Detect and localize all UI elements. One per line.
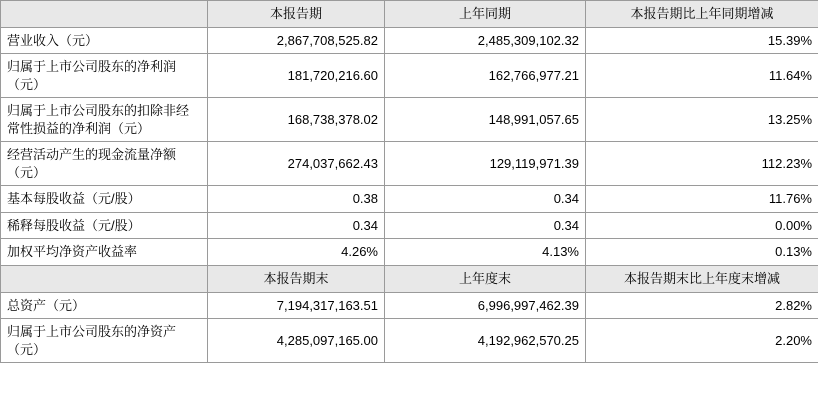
row-value-change: 11.76% [586,186,818,213]
row-label: 归属于上市公司股东的扣除非经常性损益的净利润（元） [1,98,208,142]
table-row [1,54,818,98]
row-value-change: 0.00% [586,212,818,239]
table-row [1,98,818,142]
row-label: 稀释每股收益（元/股） [1,212,208,239]
table-row [1,292,818,319]
row-value-change: 13.25% [586,98,818,142]
table-row [1,319,818,363]
row-value-prior: 0.34 [385,212,586,239]
row-label: 归属于上市公司股东的净利润（元） [1,54,208,98]
row-value-current: 0.34 [208,212,385,239]
row-value-prior: 0.34 [385,186,586,213]
table-row [1,186,818,213]
table-header-row-period-end [1,266,818,293]
row-value-change: 0.13% [586,239,818,266]
row-value-prior: 162,766,977.21 [385,54,586,98]
header-prior-period: 上年同期 [385,1,586,28]
row-label: 总资产（元） [1,292,208,319]
header-current-period: 本报告期 [208,1,385,28]
row-value-change: 2.82% [586,292,818,319]
header-prior-year-end: 上年度末 [385,266,586,293]
row-label: 加权平均净资产收益率 [1,239,208,266]
row-value-current: 4.26% [208,239,385,266]
table-row [1,27,818,54]
row-value-change: 2.20% [586,319,818,363]
row-label: 经营活动产生的现金流量净额（元） [1,142,208,186]
row-value-change: 11.64% [586,54,818,98]
row-value-current: 181,720,216.60 [208,54,385,98]
table-row [1,212,818,239]
header-corner-cell [1,1,208,28]
row-value-current: 7,194,317,163.51 [208,292,385,319]
row-label: 归属于上市公司股东的净资产（元） [1,319,208,363]
row-value-current: 168,738,378.02 [208,98,385,142]
row-value-prior: 2,485,309,102.32 [385,27,586,54]
row-value-current: 2,867,708,525.82 [208,27,385,54]
row-value-change: 15.39% [586,27,818,54]
row-label: 基本每股收益（元/股） [1,186,208,213]
table-header-row-period [1,1,818,28]
header-corner-cell-2 [1,266,208,293]
row-value-change: 112.23% [586,142,818,186]
row-value-current: 274,037,662.43 [208,142,385,186]
row-value-current: 4,285,097,165.00 [208,319,385,363]
table-row [1,142,818,186]
header-period-end-change: 本报告期末比上年度末增减 [586,266,818,293]
header-current-period-end: 本报告期末 [208,266,385,293]
row-label: 营业收入（元） [1,27,208,54]
row-value-current: 0.38 [208,186,385,213]
row-value-prior: 129,119,971.39 [385,142,586,186]
row-value-prior: 4,192,962,570.25 [385,319,586,363]
row-value-prior: 4.13% [385,239,586,266]
row-value-prior: 148,991,057.65 [385,98,586,142]
table-row [1,239,818,266]
header-period-change: 本报告期比上年同期增减 [586,1,818,28]
row-value-prior: 6,996,997,462.39 [385,292,586,319]
